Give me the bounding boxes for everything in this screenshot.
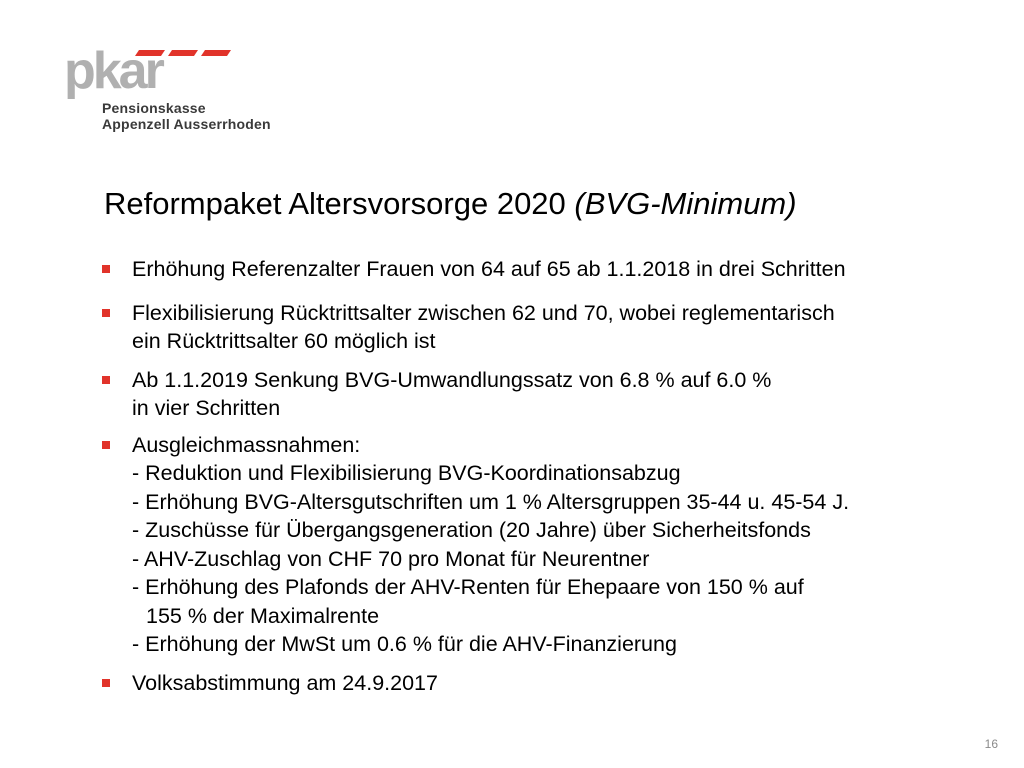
bullet-line: Ab 1.1.2019 Senkung BVG-Umwandlungssatz von 6.8 % auf 6.0 % bbox=[132, 367, 772, 392]
page-number: 16 bbox=[984, 737, 998, 751]
bullet-line: in vier Schritten bbox=[132, 396, 281, 420]
bullet-line: - Erhöhung BVG-Altersgutschriften um 1 % Altersgruppen 35-44 u. 45-54 J. bbox=[132, 489, 850, 514]
logo-line-2: Appenzell Ausserrhoden bbox=[102, 116, 271, 132]
bullet-line: - AHV-Zuschlag von CHF 70 pro Monat für Neurentner bbox=[132, 546, 650, 571]
bullet-item bbox=[102, 255, 1002, 284]
bullet-line: Flexibilisierung Rücktrittsalter zwischen 62 und 70, wobei reglementarisch bbox=[132, 300, 835, 325]
bullet-marker bbox=[102, 265, 110, 273]
bullet-marker bbox=[102, 679, 110, 687]
bullet-line: - Erhöhung der MwSt um 0.6 % für die AHV-Finanzierung bbox=[132, 632, 677, 656]
bullet-item bbox=[102, 299, 1002, 356]
slide-title bbox=[104, 184, 797, 224]
logo-wordmark: pkar bbox=[64, 42, 162, 100]
slide-title-main: Reformpaket Altersvorsorge 2020 bbox=[104, 186, 566, 221]
bullet-list bbox=[102, 255, 1002, 697]
bullet-marker bbox=[102, 441, 110, 449]
bullet-line: ein Rücktrittsalter 60 möglich ist bbox=[132, 329, 436, 353]
bullet-line: Ausgleichmassnahmen: bbox=[132, 432, 361, 457]
bullet-line: Erhöhung Referenzalter Frauen von 64 auf 65 ab 1.1.2018 in drei Schritten bbox=[132, 257, 846, 281]
logo-line-1: Pensionskasse bbox=[102, 100, 206, 116]
bullet-line: Volksabstimmung am 24.9.2017 bbox=[132, 670, 438, 695]
slide-title-sub: (BVG-Minimum) bbox=[574, 186, 797, 221]
bullet-line: - Reduktion und Flexibilisierung BVG-Koordinationsabzug bbox=[132, 461, 681, 485]
bullet-item bbox=[102, 669, 1002, 698]
bullet-item bbox=[102, 431, 1002, 659]
pkar-logo bbox=[62, 36, 292, 136]
bullet-item bbox=[102, 366, 1002, 423]
pkar-logo-mark bbox=[62, 36, 292, 100]
bullet-marker bbox=[102, 376, 110, 384]
bullet-line: - Zuschüsse für Übergangsgeneration (20 Jahre) über Sicherheitsfonds bbox=[132, 518, 811, 542]
bullet-marker bbox=[102, 309, 110, 317]
bullet-line: - Erhöhung des Plafonds der AHV-Renten für Ehepaare von 150 % auf bbox=[132, 575, 804, 599]
bullet-line: 155 % der Maximalrente bbox=[146, 603, 380, 628]
